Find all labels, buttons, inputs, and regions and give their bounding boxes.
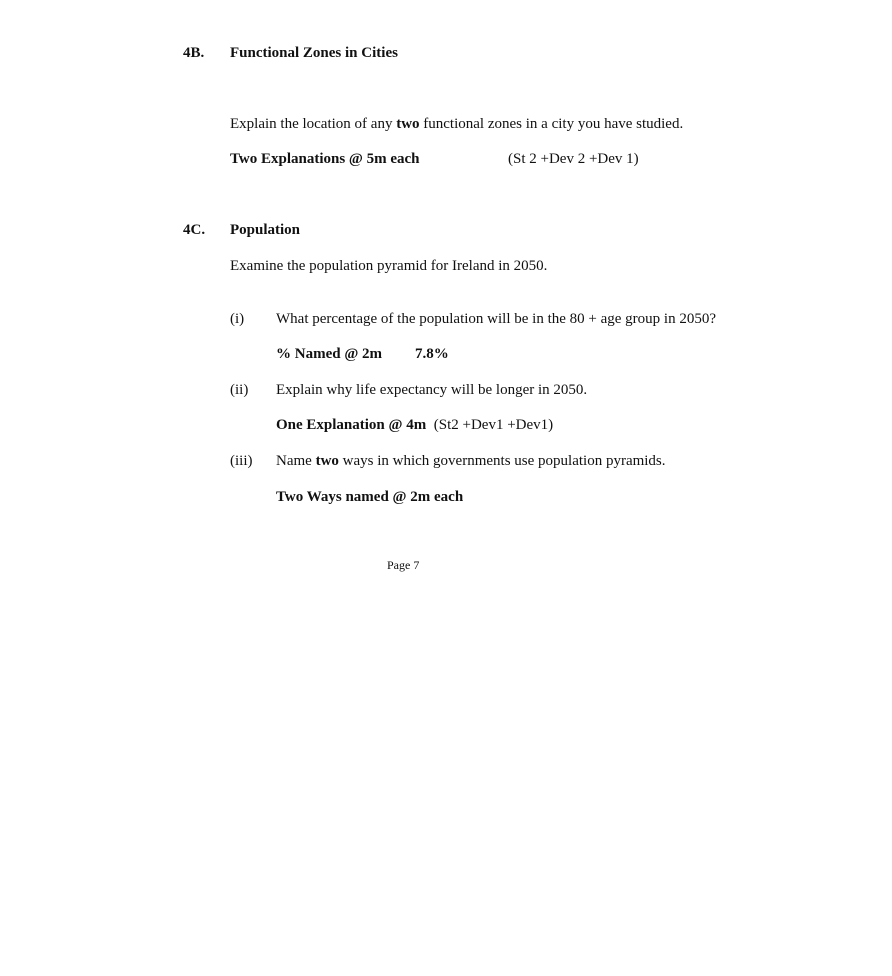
part-ii-marking: One Explanation @ 4m <box>276 417 427 433</box>
section-4b-marking: Two Explanations @ 5m each <box>230 151 420 167</box>
part-ii-label: (ii) <box>230 382 249 398</box>
part-ii-marking-line <box>276 418 553 433</box>
section-4c-number: 4C. <box>183 222 206 238</box>
section-4b-title: Functional Zones in Cities <box>230 45 398 61</box>
part-i-marking: % Named @ 2m <box>276 346 383 362</box>
section-4c-title: Population <box>230 222 301 238</box>
part-iii-label: (iii) <box>230 453 253 469</box>
part-iii-question-pre: Name <box>276 453 316 469</box>
part-iii-question-post: ways in which governments use population pyramids. <box>338 453 666 469</box>
section-4b-question-pre: Explain the location of any <box>230 116 397 132</box>
part-i-answer: 7.8% <box>415 346 449 362</box>
section-4b-marking-breakdown: (St 2 +Dev 2 +Dev 1) <box>508 151 639 167</box>
part-ii-marking-breakdown: (St2 +Dev1 +Dev1) <box>433 417 554 433</box>
section-4b-question-post: functional zones in a city you have studied. <box>419 116 684 132</box>
page-number: Page 7 <box>387 558 420 572</box>
part-iii-marking: Two Ways named @ 2m each <box>276 489 464 505</box>
part-iii-question-bold: two <box>315 453 339 469</box>
part-iii-question <box>276 454 666 469</box>
part-i-question: What percentage of the population will be in the 80 + age group in 2050? <box>276 311 716 327</box>
part-i-label: (i) <box>230 311 245 327</box>
section-4c-intro: Examine the population pyramid for Ireland in 2050. <box>230 258 548 274</box>
section-4b-question-bold: two <box>396 116 420 132</box>
part-ii-question: Explain why life expectancy will be longer in 2050. <box>276 382 588 398</box>
section-4b-question <box>230 117 683 132</box>
section-4b-number: 4B. <box>183 45 205 61</box>
